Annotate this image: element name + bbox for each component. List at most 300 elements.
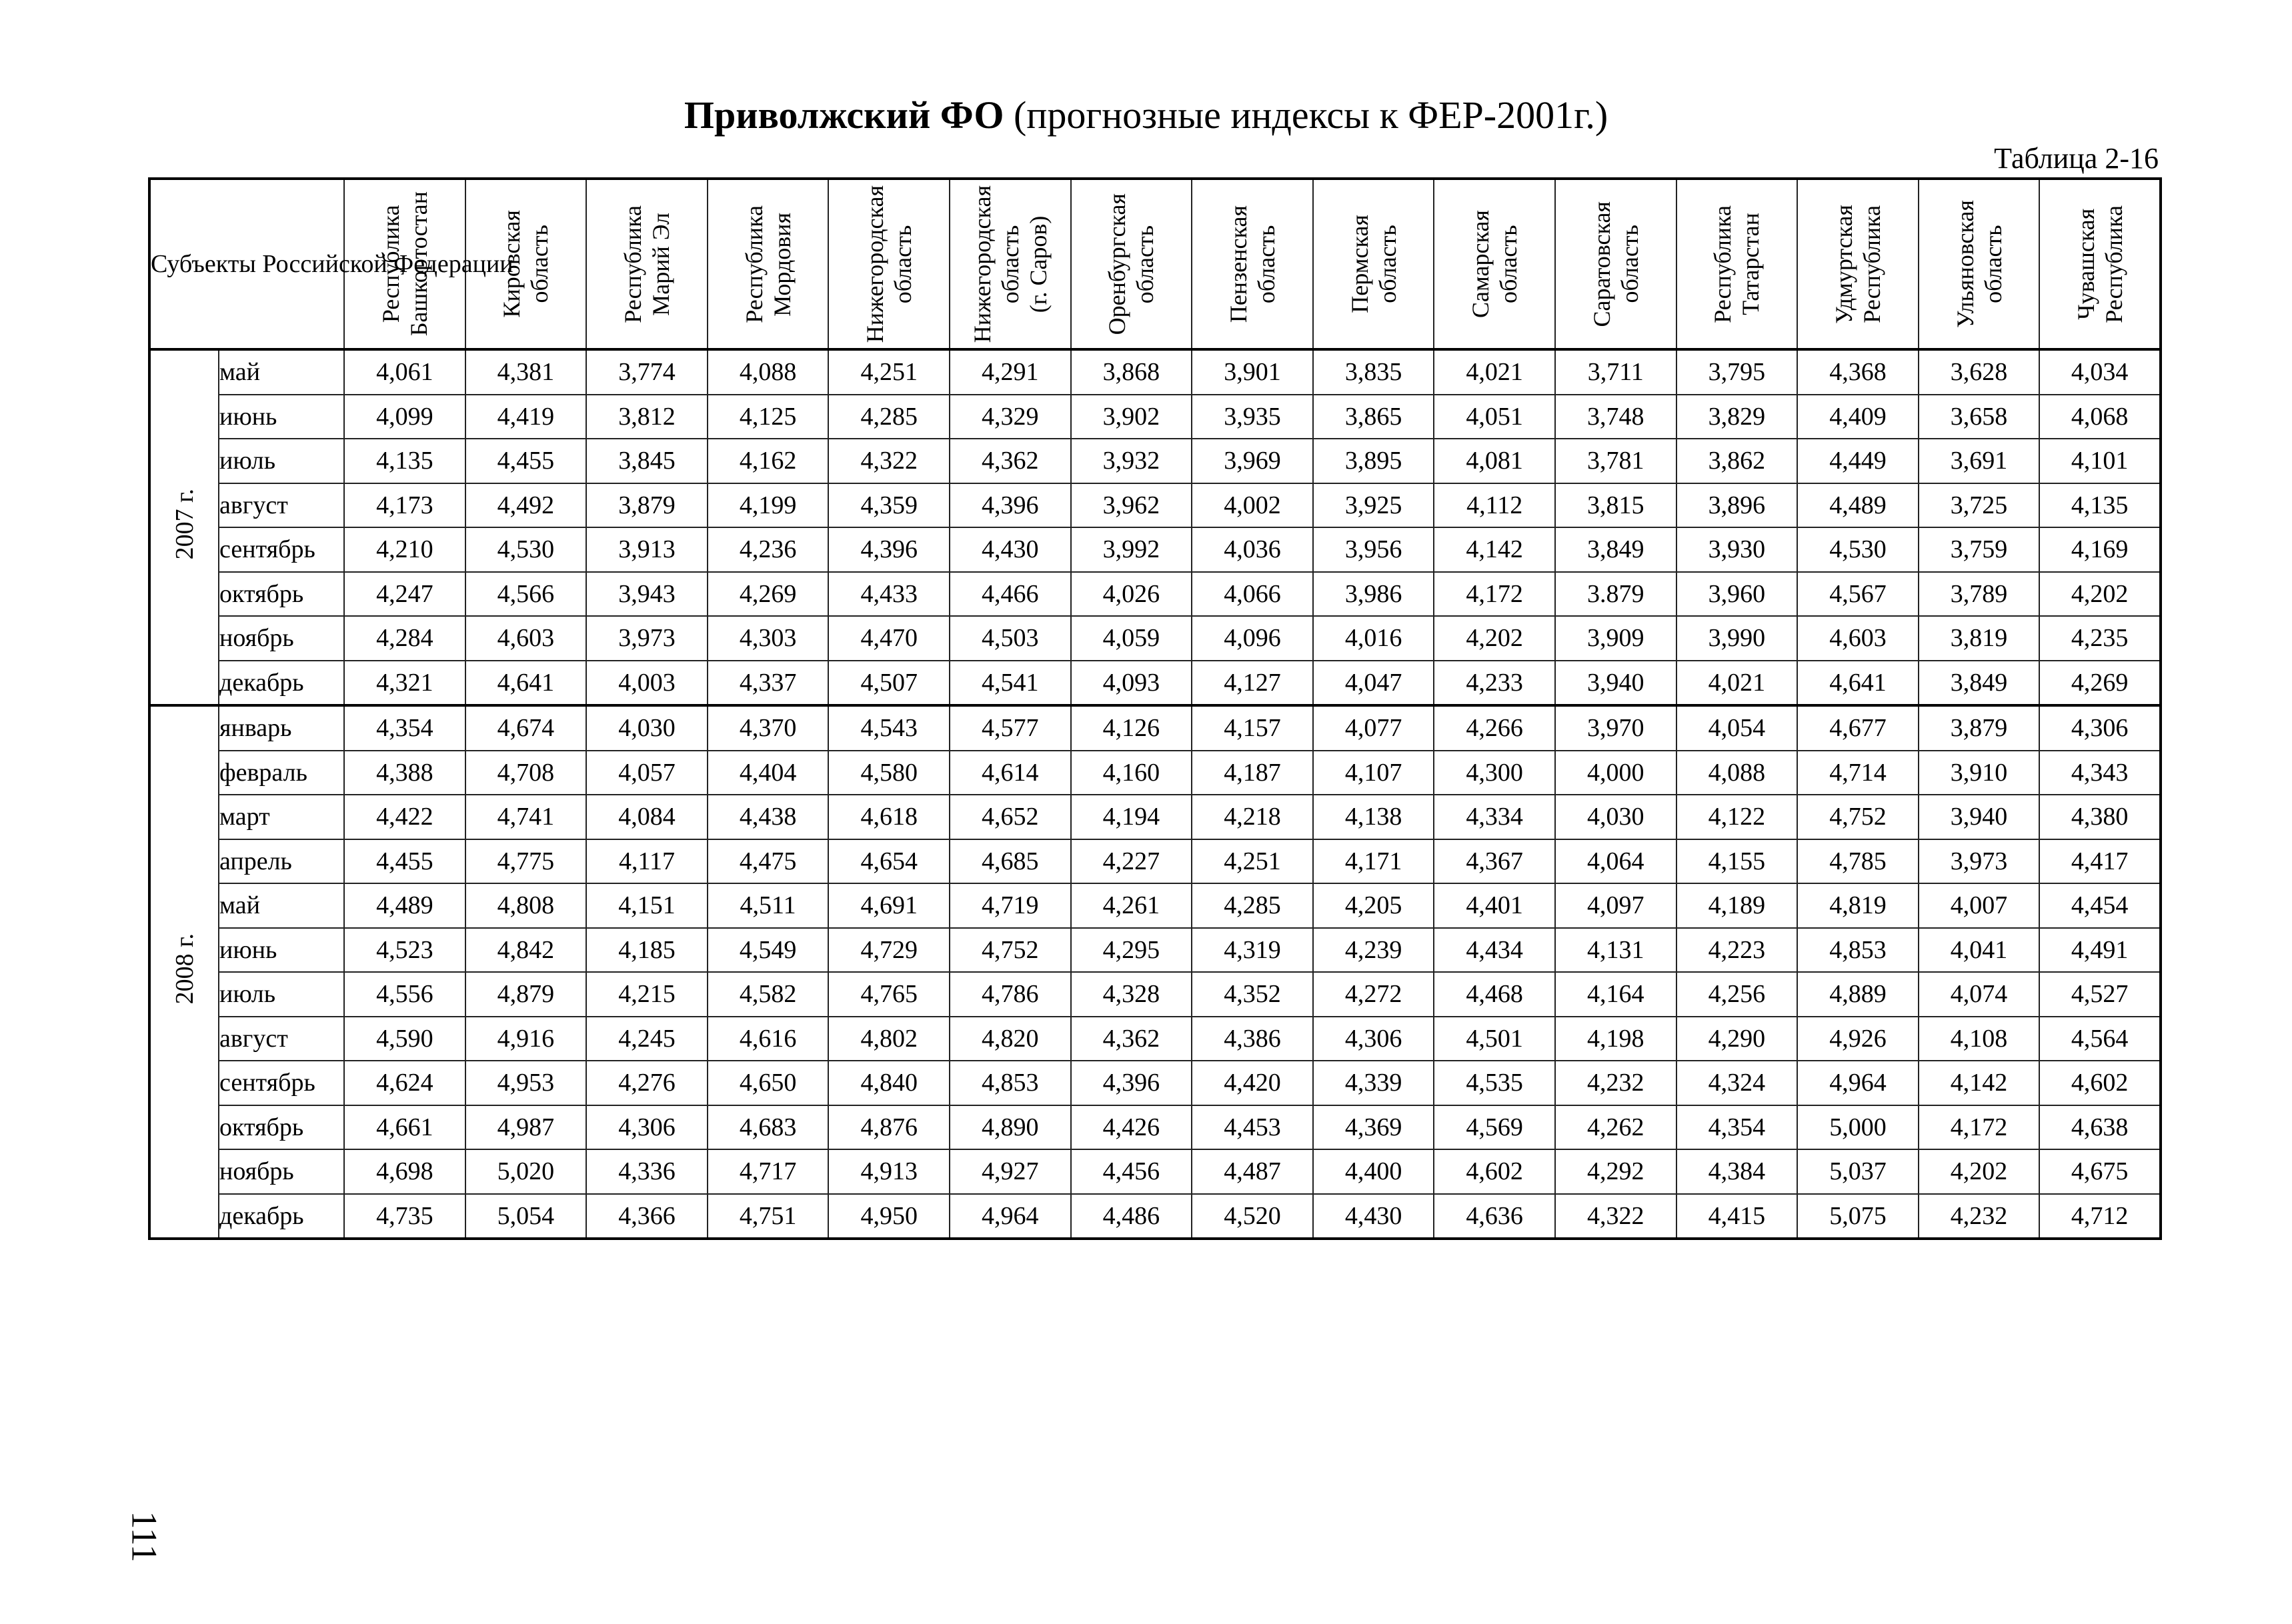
- region-header-label: Саратовская область: [1588, 201, 1643, 327]
- index-value-cell: 3,879: [1919, 705, 2040, 751]
- index-value-cell: 4,786: [950, 972, 1071, 1017]
- index-value-cell: 4,101: [2039, 439, 2161, 483]
- index-value-cell: 4,449: [1797, 439, 1919, 483]
- index-value-cell: 4,729: [828, 928, 950, 973]
- index-value-cell: 4,752: [950, 928, 1071, 973]
- index-value-cell: 4,661: [344, 1105, 465, 1150]
- index-value-cell: 3,901: [1192, 349, 1313, 395]
- index-value-cell: 4,233: [1434, 661, 1555, 706]
- index-value-cell: 4,142: [1434, 527, 1555, 572]
- index-value-cell: 4,454: [2039, 883, 2161, 928]
- index-value-cell: 4,741: [465, 795, 587, 839]
- index-value-cell: 4,329: [950, 395, 1071, 439]
- index-value-cell: 4,066: [1192, 572, 1313, 617]
- index-value-cell: 4,272: [1313, 972, 1434, 1017]
- index-value-cell: 4,000: [1555, 751, 1676, 795]
- index-value-cell: 4,088: [708, 349, 829, 395]
- index-value-cell: 4,135: [344, 439, 465, 483]
- index-value-cell: 3,849: [1555, 527, 1676, 572]
- index-value-cell: 4,641: [465, 661, 587, 706]
- index-value-cell: 4,840: [828, 1061, 950, 1105]
- index-value-cell: 4,232: [1555, 1061, 1676, 1105]
- index-value-cell: 4,430: [950, 527, 1071, 572]
- index-value-cell: 3,849: [1919, 661, 2040, 706]
- index-value-cell: 4,021: [1676, 661, 1798, 706]
- index-value-cell: 4,489: [1797, 483, 1919, 528]
- index-value-cell: 4,582: [708, 972, 829, 1017]
- index-value-cell: 4,245: [586, 1017, 708, 1061]
- index-value-cell: 4,501: [1434, 1017, 1555, 1061]
- index-value-cell: 4,300: [1434, 751, 1555, 795]
- index-value-cell: 3,969: [1192, 439, 1313, 483]
- index-value-cell: 4,987: [465, 1105, 587, 1150]
- index-value-cell: 4,420: [1192, 1061, 1313, 1105]
- index-value-cell: 4,511: [708, 883, 829, 928]
- index-value-cell: 4,616: [708, 1017, 829, 1061]
- page-number: 111: [124, 1511, 164, 1563]
- region-header-label: Республика Мордовия: [740, 205, 796, 323]
- index-value-cell: 4,396: [828, 527, 950, 572]
- index-value-cell: 3,940: [1919, 795, 2040, 839]
- index-value-cell: 3,895: [1313, 439, 1434, 483]
- title-bold-part: Приволжский ФО: [684, 93, 1004, 137]
- index-value-cell: 4,362: [1071, 1017, 1192, 1061]
- index-value-cell: 4,081: [1434, 439, 1555, 483]
- index-value-cell: 4,541: [950, 661, 1071, 706]
- index-value-cell: 3,960: [1676, 572, 1798, 617]
- index-value-cell: 3,759: [1919, 527, 2040, 572]
- month-cell: сентябрь: [219, 1061, 344, 1105]
- index-value-cell: 3,970: [1555, 705, 1676, 751]
- index-value-cell: 4,453: [1192, 1105, 1313, 1150]
- index-value-cell: 4,802: [828, 1017, 950, 1061]
- table-row: [149, 751, 2161, 795]
- index-value-cell: 4,486: [1071, 1194, 1192, 1239]
- index-value-cell: 4,112: [1434, 483, 1555, 528]
- index-value-cell: 4,426: [1071, 1105, 1192, 1150]
- region-header: [1919, 179, 2040, 349]
- month-cell: июль: [219, 972, 344, 1017]
- index-value-cell: 4,964: [1797, 1061, 1919, 1105]
- index-value-cell: 4,523: [344, 928, 465, 973]
- index-value-cell: 4,368: [1797, 349, 1919, 395]
- index-value-cell: 4,468: [1434, 972, 1555, 1017]
- index-value-cell: 4,820: [950, 1017, 1071, 1061]
- index-value-cell: 4,097: [1555, 883, 1676, 928]
- index-value-cell: 4,354: [344, 705, 465, 751]
- index-value-cell: 4,650: [708, 1061, 829, 1105]
- index-value-cell: 4,155: [1676, 839, 1798, 884]
- region-header: [1797, 179, 1919, 349]
- index-value-cell: 4,916: [465, 1017, 587, 1061]
- month-cell: июль: [219, 439, 344, 483]
- index-value-cell: 3,815: [1555, 483, 1676, 528]
- index-value-cell: 4,319: [1192, 928, 1313, 973]
- region-header-label: Самарская область: [1467, 210, 1522, 318]
- index-value-cell: 4,030: [1555, 795, 1676, 839]
- month-cell: август: [219, 1017, 344, 1061]
- region-header: [828, 179, 950, 349]
- index-value-cell: 4,489: [344, 883, 465, 928]
- region-header-label: Оренбургская область: [1104, 193, 1159, 335]
- table-row: [149, 1017, 2161, 1061]
- region-header: [1676, 179, 1798, 349]
- index-value-cell: 4,964: [950, 1194, 1071, 1239]
- index-value-cell: 3,925: [1313, 483, 1434, 528]
- index-value-cell: 4,334: [1434, 795, 1555, 839]
- region-header-label: Ульяновская область: [1951, 200, 2007, 328]
- index-value-cell: 4,926: [1797, 1017, 1919, 1061]
- title-subtitle-part: (прогнозные индексы к ФЕР-2001г.): [1013, 93, 1608, 137]
- index-value-cell: 4,675: [2039, 1149, 2161, 1194]
- region-header: [1071, 179, 1192, 349]
- index-value-cell: 4,415: [1676, 1194, 1798, 1239]
- index-value-cell: 3,812: [586, 395, 708, 439]
- index-value-cell: 4,172: [1434, 572, 1555, 617]
- index-value-cell: 4,247: [344, 572, 465, 617]
- index-value-cell: 4,003: [586, 661, 708, 706]
- index-value-cell: 4,549: [708, 928, 829, 973]
- index-value-cell: 4,002: [1192, 483, 1313, 528]
- index-value-cell: 4,913: [828, 1149, 950, 1194]
- index-value-cell: 3,845: [586, 439, 708, 483]
- index-value-cell: 4,719: [950, 883, 1071, 928]
- table-number-label: Таблица 2-16: [1994, 142, 2159, 175]
- region-header: [1434, 179, 1555, 349]
- index-value-cell: 4,618: [828, 795, 950, 839]
- region-header-label: Республика Марий Эл: [620, 205, 674, 323]
- index-value-cell: 4,735: [344, 1194, 465, 1239]
- table-row: [149, 1149, 2161, 1194]
- index-value-cell: 4,808: [465, 883, 587, 928]
- index-value-cell: 4,016: [1313, 616, 1434, 661]
- index-value-cell: 4,751: [708, 1194, 829, 1239]
- index-value-cell: 4,235: [2039, 616, 2161, 661]
- table-row: [149, 795, 2161, 839]
- index-value-cell: 4,685: [950, 839, 1071, 884]
- region-header-label: Республика Татарстан: [1709, 205, 1765, 323]
- index-value-cell: 4,475: [708, 839, 829, 884]
- index-value-cell: 3,940: [1555, 661, 1676, 706]
- index-value-cell: 4,853: [950, 1061, 1071, 1105]
- index-value-cell: 4,433: [828, 572, 950, 617]
- region-header: [1313, 179, 1434, 349]
- index-value-cell: 4,164: [1555, 972, 1676, 1017]
- index-value-cell: 4,088: [1676, 751, 1798, 795]
- table-row: [149, 349, 2161, 395]
- index-value-cell: 4,380: [2039, 795, 2161, 839]
- index-value-cell: 4,362: [950, 439, 1071, 483]
- index-value-cell: 4,879: [465, 972, 587, 1017]
- region-header-label: Республика Башкортостан: [377, 191, 432, 337]
- index-value-cell: 4,157: [1192, 705, 1313, 751]
- index-value-cell: 3,748: [1555, 395, 1676, 439]
- index-value-cell: 4,569: [1434, 1105, 1555, 1150]
- index-value-cell: 4,535: [1434, 1061, 1555, 1105]
- index-value-cell: 3,909: [1555, 616, 1676, 661]
- year-cell: [149, 349, 219, 705]
- month-cell: ноябрь: [219, 616, 344, 661]
- index-value-cell: 4,054: [1676, 705, 1798, 751]
- index-value-cell: 4,890: [950, 1105, 1071, 1150]
- index-value-cell: 3,711: [1555, 349, 1676, 395]
- index-value-cell: 4,359: [828, 483, 950, 528]
- index-value-cell: 4,122: [1676, 795, 1798, 839]
- index-value-cell: 4,567: [1797, 572, 1919, 617]
- index-value-cell: 4,602: [2039, 1061, 2161, 1105]
- index-value-cell: 4,125: [708, 395, 829, 439]
- index-value-cell: 4,366: [586, 1194, 708, 1239]
- index-value-cell: 4,638: [2039, 1105, 2161, 1150]
- index-value-cell: 4,064: [1555, 839, 1676, 884]
- index-value-cell: 4,352: [1192, 972, 1313, 1017]
- index-value-cell: 4,386: [1192, 1017, 1313, 1061]
- index-value-cell: 4,677: [1797, 705, 1919, 751]
- index-value-cell: 3,902: [1071, 395, 1192, 439]
- index-value-cell: 4,388: [344, 751, 465, 795]
- header-row: [149, 179, 2161, 349]
- table-row: [149, 483, 2161, 528]
- index-value-cell: 4,151: [586, 883, 708, 928]
- index-value-cell: 4,752: [1797, 795, 1919, 839]
- index-value-cell: 3,896: [1676, 483, 1798, 528]
- index-value-cell: 4,566: [465, 572, 587, 617]
- index-value-cell: 4,077: [1313, 705, 1434, 751]
- index-value-cell: 5,054: [465, 1194, 587, 1239]
- index-value-cell: 3,990: [1676, 616, 1798, 661]
- index-value-cell: 4,269: [708, 572, 829, 617]
- index-value-cell: 4,202: [1434, 616, 1555, 661]
- index-value-cell: 4,438: [708, 795, 829, 839]
- index-value-cell: 4,291: [950, 349, 1071, 395]
- table-row: [149, 883, 2161, 928]
- index-value-cell: 4,652: [950, 795, 1071, 839]
- table-row: [149, 839, 2161, 884]
- index-value-cell: 3,879: [586, 483, 708, 528]
- month-cell: декабрь: [219, 1194, 344, 1239]
- index-value-cell: 4,396: [950, 483, 1071, 528]
- index-value-cell: 4,261: [1071, 883, 1192, 928]
- index-value-cell: 4,285: [828, 395, 950, 439]
- index-value-cell: 4,169: [2039, 527, 2161, 572]
- region-header: [2039, 179, 2161, 349]
- index-value-cell: 4,173: [344, 483, 465, 528]
- index-value-cell: 4,232: [1919, 1194, 2040, 1239]
- month-cell: сентябрь: [219, 527, 344, 572]
- table-row: [149, 972, 2161, 1017]
- index-value-cell: 4,384: [1676, 1149, 1798, 1194]
- index-value-cell: 4,026: [1071, 572, 1192, 617]
- index-value-cell: 3,986: [1313, 572, 1434, 617]
- index-value-cell: 4,256: [1676, 972, 1798, 1017]
- index-value-cell: 4,370: [708, 705, 829, 751]
- index-value-cell: 4,624: [344, 1061, 465, 1105]
- index-value-cell: 4,636: [1434, 1194, 1555, 1239]
- index-value-cell: 4,007: [1919, 883, 2040, 928]
- index-value-cell: 4,047: [1313, 661, 1434, 706]
- index-value-cell: 4,276: [586, 1061, 708, 1105]
- index-value-cell: 3,829: [1676, 395, 1798, 439]
- index-value-cell: 4,138: [1313, 795, 1434, 839]
- index-value-cell: 4,520: [1192, 1194, 1313, 1239]
- index-value-cell: 3,789: [1919, 572, 2040, 617]
- index-value-cell: 3,992: [1071, 527, 1192, 572]
- index-value-cell: 4,683: [708, 1105, 829, 1150]
- index-value-cell: 4,492: [465, 483, 587, 528]
- index-value-cell: 3,973: [1919, 839, 2040, 884]
- month-cell: май: [219, 349, 344, 395]
- index-value-cell: 4,218: [1192, 795, 1313, 839]
- index-value-cell: 4,527: [2039, 972, 2161, 1017]
- index-value-cell: 4,202: [2039, 572, 2161, 617]
- region-header-label: Чувашская Республика: [2072, 205, 2127, 323]
- region-header: [1192, 179, 1313, 349]
- table-row: [149, 616, 2161, 661]
- index-value-cell: 4,303: [708, 616, 829, 661]
- index-value-cell: 4,400: [1313, 1149, 1434, 1194]
- index-value-cell: 3,862: [1676, 439, 1798, 483]
- region-header-label: Удмуртская Республика: [1830, 204, 1885, 324]
- index-value-cell: 3,774: [586, 349, 708, 395]
- index-value-cell: 4,099: [344, 395, 465, 439]
- index-value-cell: 4,269: [2039, 661, 2161, 706]
- index-value-cell: 4,295: [1071, 928, 1192, 973]
- index-value-cell: 4,603: [465, 616, 587, 661]
- index-value-cell: 4,284: [344, 616, 465, 661]
- month-cell: октябрь: [219, 1105, 344, 1150]
- region-header-label: Пензенская область: [1224, 205, 1280, 323]
- index-value-cell: 4,322: [1555, 1194, 1676, 1239]
- index-value-cell: 4,336: [586, 1149, 708, 1194]
- region-header: [1555, 179, 1676, 349]
- index-value-cell: 4,556: [344, 972, 465, 1017]
- index-value-cell: 4,160: [1071, 751, 1192, 795]
- index-value-cell: 3,795: [1676, 349, 1798, 395]
- index-value-cell: 3,962: [1071, 483, 1192, 528]
- index-value-cell: 4,889: [1797, 972, 1919, 1017]
- index-value-cell: 4,306: [586, 1105, 708, 1150]
- index-value-cell: 3,910: [1919, 751, 2040, 795]
- month-cell: июнь: [219, 395, 344, 439]
- index-value-cell: 4,698: [344, 1149, 465, 1194]
- index-value-cell: 4,021: [1434, 349, 1555, 395]
- table-row: [149, 1061, 2161, 1105]
- page-title: [0, 92, 2292, 139]
- index-value-cell: 4,530: [465, 527, 587, 572]
- index-value-cell: 4,953: [465, 1061, 587, 1105]
- index-value-cell: 4,034: [2039, 349, 2161, 395]
- index-value-cell: 3,819: [1919, 616, 2040, 661]
- index-value-cell: 3,973: [586, 616, 708, 661]
- index-value-cell: 4,205: [1313, 883, 1434, 928]
- index-value-cell: 4,456: [1071, 1149, 1192, 1194]
- index-value-cell: 3,865: [1313, 395, 1434, 439]
- region-header-label: Нижегородская область: [862, 185, 917, 343]
- index-value-cell: 4,404: [708, 751, 829, 795]
- region-header-label: Кировская область: [498, 210, 553, 318]
- table-body: [149, 349, 2161, 1239]
- index-value-cell: 3.879: [1555, 572, 1676, 617]
- corner-header: Субъекты Российской Федерации: [149, 179, 344, 349]
- index-value-cell: 3,932: [1071, 439, 1192, 483]
- table-row: [149, 395, 2161, 439]
- index-value-cell: 3,956: [1313, 527, 1434, 572]
- index-value-cell: 4,131: [1555, 928, 1676, 973]
- index-value-cell: 4,202: [1919, 1149, 2040, 1194]
- index-value-cell: 4,614: [950, 751, 1071, 795]
- index-value-cell: 4,853: [1797, 928, 1919, 973]
- index-value-cell: 4,401: [1434, 883, 1555, 928]
- page-number-box: [124, 1500, 164, 1573]
- year-label: 2008 г.: [170, 933, 199, 1005]
- index-value-cell: 4,487: [1192, 1149, 1313, 1194]
- index-value-cell: 4,543: [828, 705, 950, 751]
- index-value-cell: 4,369: [1313, 1105, 1434, 1150]
- index-value-cell: 4,290: [1676, 1017, 1798, 1061]
- index-value-cell: 4,417: [2039, 839, 2161, 884]
- index-value-cell: 4,266: [1434, 705, 1555, 751]
- index-value-cell: 4,507: [828, 661, 950, 706]
- index-value-cell: 4,354: [1676, 1105, 1798, 1150]
- index-value-cell: 5,075: [1797, 1194, 1919, 1239]
- index-value-cell: 4,142: [1919, 1061, 2040, 1105]
- index-value-cell: 4,292: [1555, 1149, 1676, 1194]
- index-value-cell: 4,455: [465, 439, 587, 483]
- index-value-cell: 4,236: [708, 527, 829, 572]
- index-value-cell: 4,030: [586, 705, 708, 751]
- index-value-cell: 4,641: [1797, 661, 1919, 706]
- table-row: [149, 439, 2161, 483]
- index-value-cell: 4,061: [344, 349, 465, 395]
- index-value-cell: 4,717: [708, 1149, 829, 1194]
- index-value-cell: 4,051: [1434, 395, 1555, 439]
- index-value-cell: 3,935: [1192, 395, 1313, 439]
- index-value-cell: 4,530: [1797, 527, 1919, 572]
- index-value-cell: 4,117: [586, 839, 708, 884]
- index-value-cell: 4,785: [1797, 839, 1919, 884]
- index-value-cell: 4,434: [1434, 928, 1555, 973]
- index-value-cell: 4,712: [2039, 1194, 2161, 1239]
- index-value-cell: 4,466: [950, 572, 1071, 617]
- table-row: [149, 705, 2161, 751]
- index-value-cell: 4,343: [2039, 751, 2161, 795]
- index-value-cell: 4,430: [1313, 1194, 1434, 1239]
- index-value-cell: 4,775: [465, 839, 587, 884]
- index-value-cell: 4,324: [1676, 1061, 1798, 1105]
- index-value-cell: 4,322: [828, 439, 950, 483]
- table-row: [149, 1105, 2161, 1150]
- table-row: [149, 572, 2161, 617]
- index-value-cell: 4,127: [1192, 661, 1313, 706]
- index-value-cell: 3,658: [1919, 395, 2040, 439]
- index-value-cell: 4,328: [1071, 972, 1192, 1017]
- region-header: [950, 179, 1071, 349]
- index-value-cell: 4,470: [828, 616, 950, 661]
- index-value-cell: 4,057: [586, 751, 708, 795]
- index-value-cell: 4,135: [2039, 483, 2161, 528]
- index-value-cell: 4,577: [950, 705, 1071, 751]
- index-value-cell: 5,037: [1797, 1149, 1919, 1194]
- index-value-cell: 4,285: [1192, 883, 1313, 928]
- table-row: [149, 661, 2161, 706]
- index-value-cell: 3,781: [1555, 439, 1676, 483]
- index-value-cell: 4,172: [1919, 1105, 2040, 1150]
- table-row: [149, 1194, 2161, 1239]
- index-value-cell: 4,422: [344, 795, 465, 839]
- index-value-cell: 4,096: [1192, 616, 1313, 661]
- index-value-cell: 4,084: [586, 795, 708, 839]
- index-value-cell: 4,041: [1919, 928, 2040, 973]
